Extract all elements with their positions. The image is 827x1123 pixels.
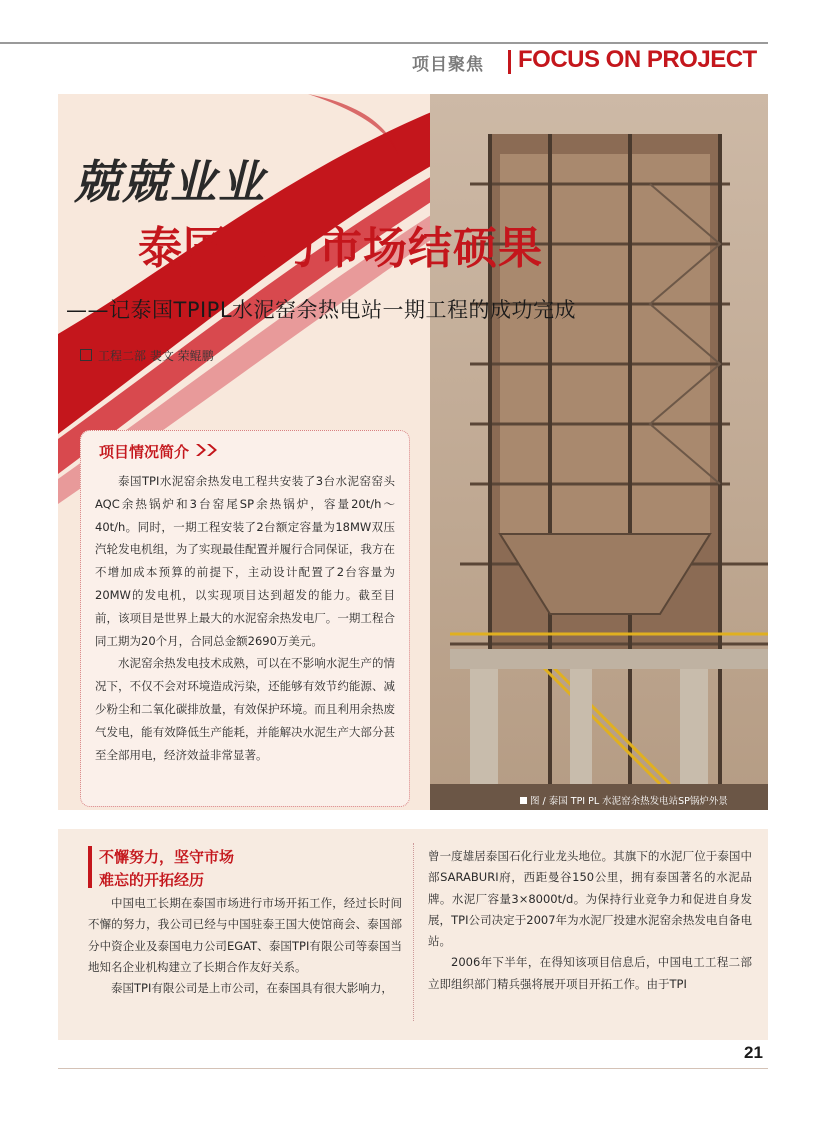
double-chevron-icon [195,443,219,461]
body-column-left [88,893,402,999]
header-divider [508,50,511,74]
body-left-paragraph-2: 泰国TPI有限公司是上市公司，在泰国具有很大影响力， [111,981,393,996]
body-column-right [428,846,752,995]
section-heading-bar [88,846,92,888]
article-title-line2: 泰国电力市场结硕果 [138,223,543,274]
article-title-line1: 兢兢业业 [74,155,266,209]
body-left-paragraph-1: 中国电工长期在泰国市场进行市场开拓工作，经过长时间不懈的努力，我公司已经与中国驻泰王国大使馆商会、泰国部分中资企业及泰国电力公司EGAT、泰国TPI有限公司等泰国当地知名企业机构建立了长期合作友好关系。 [88,896,402,974]
author-text: 工程二部 裴文 荣鲲鹏 [98,349,214,363]
article-author [80,347,214,364]
section-label-cn: 项目聚焦 [412,55,484,75]
intro-heading [99,441,395,462]
intro-paragraph-2: 水泥窑余热发电技术成熟，可以在不影响水泥生产的情况下，不仅不会对环境造成污染，还能够有效节约能源、减少粉尘和二氧化碳排放量，有效保护环境。而且利用余热废气发电，能有效降低生产能耗，并能解决水泥生产大部分甚至全部用电，经济效益非常显著。 [95,656,395,762]
boiler-photo [430,94,768,810]
body-right-paragraph-2: 2006年下半年，在得知该项目信息后，中国电工工程二部立即组织部门精兵强将展开项目开拓工作。由于TPI [428,955,752,991]
hero-panel [58,94,768,810]
photo-caption [520,793,728,807]
section-label-en: FOCUS ON PROJECT [518,46,757,73]
header-rule [0,42,768,44]
photo-caption-text: 图 / 泰国 TPI PL 水泥窑余热发电站SP锅炉外景 [530,796,728,807]
intro-heading-text: 项目情况简介 [99,443,190,461]
footer-rule [58,1068,768,1069]
intro-paragraph-1: 泰国TPI水泥窑余热发电工程共安装了3台水泥窑窑头AQC余热锅炉和3台窑尾SP余热锅炉，容量20t/h～40t/h。同时，一期工程安装了2台额定容量为18MW双压汽轮发电机组，为了实现最佳配置并履行合同保证，我方在不增加成本预算的前提下，主动设计配置了2台容量为20MW的发电机，以实现项目达到超发的能力。截至目前，该项目是世界上最大的水泥窑余热发电厂。一期工程合同工期为20个月，合同总金额2690万美元。 [95,474,395,648]
boiler-structure-illustration [430,94,768,810]
body-right-paragraph-1: 曾一度雄居泰国石化行业龙头地位。其旗下的水泥厂位于泰国中部SARABURI府，西距曼谷150公里，拥有泰国著名的水泥品牌。水泥厂容量3×8000t/d。为保持行业竞争力和促进自身发展，TPI公司决定于2007年为水泥厂投建水泥窑余热发电自备电站。 [428,849,752,949]
caption-marker-icon [520,797,527,804]
article-subtitle: ——记泰国TPIPL水泥窑余热电站一期工程的成功完成 [66,298,577,322]
section-heading-line2: 难忘的开拓经历 [99,871,205,889]
author-marker-icon [80,349,92,361]
section-heading-line1: 不懈努力，坚守市场 [99,848,235,866]
page-number: 21 [744,1043,763,1062]
project-intro-box [80,430,410,807]
column-divider [413,843,414,1021]
